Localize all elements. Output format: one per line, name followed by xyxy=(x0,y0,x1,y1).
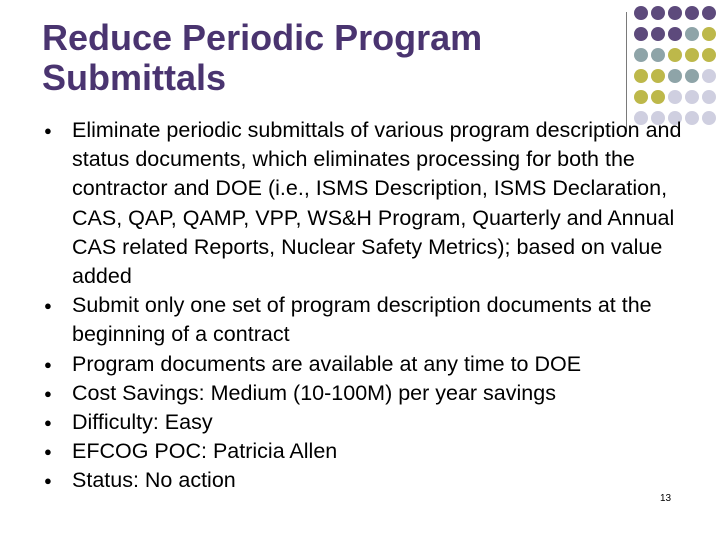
bullet-item xyxy=(42,291,692,349)
decorative-dot xyxy=(685,48,699,62)
decorative-dot xyxy=(651,69,665,83)
decorative-dot xyxy=(668,69,682,83)
decorative-dot xyxy=(685,90,699,104)
bullet-text: Difficulty: Easy xyxy=(72,410,213,435)
bullet-item xyxy=(42,408,692,437)
bullet-icon: ● xyxy=(44,444,52,460)
bullet-icon: ● xyxy=(44,415,52,431)
bullet-text: EFCOG POC: Patricia Allen xyxy=(72,439,338,464)
decorative-dot xyxy=(702,111,716,125)
decorative-dot xyxy=(685,27,699,41)
decorative-dot xyxy=(685,69,699,83)
decorative-dot xyxy=(634,27,648,41)
bullet-text: Submit only one set of program description documents at the beginning of a contract xyxy=(72,293,652,347)
decorative-dot xyxy=(685,6,699,20)
bullet-text: Cost Savings: Medium (10-100M) per year savings xyxy=(72,380,556,405)
bullet-item xyxy=(42,466,692,495)
decorative-dot xyxy=(651,90,665,104)
decorative-dot xyxy=(651,6,665,20)
bullet-text: Eliminate periodic submittals of various program description and status documents, which eliminates processing for both the contractor and DOE (i.e., ISMS Description, ISMS Declaration, CAS, QAP, QAMP, VPP, WS&H Program, Quarterly and Annual CAS related Reports, Nuclear Safety Metrics); based on value added xyxy=(72,118,682,289)
bullet-item xyxy=(42,437,692,466)
bullet-item xyxy=(42,350,692,379)
decorative-dot xyxy=(651,27,665,41)
decorative-dot xyxy=(668,27,682,41)
decorative-dot xyxy=(702,27,716,41)
decorative-dot xyxy=(702,48,716,62)
bullet-item xyxy=(42,379,692,408)
decorative-dot xyxy=(702,69,716,83)
bullet-icon: ● xyxy=(44,298,52,314)
decorative-dot xyxy=(634,48,648,62)
decorative-dot xyxy=(651,48,665,62)
decorative-dot xyxy=(634,90,648,104)
decorative-dot xyxy=(634,69,648,83)
decorative-dot xyxy=(668,48,682,62)
bullet-item xyxy=(42,116,692,291)
bullet-list xyxy=(42,116,692,496)
decorative-dot xyxy=(702,90,716,104)
slide-title: Reduce Periodic Program Submittals xyxy=(42,17,483,98)
decorative-dot-grid xyxy=(634,6,720,132)
bullet-text: Program documents are available at any time to DOE xyxy=(72,351,582,376)
bullet-icon: ● xyxy=(44,385,52,401)
decorative-divider-line xyxy=(626,12,627,132)
bullet-icon: ● xyxy=(44,473,52,489)
bullet-text: Status: No action xyxy=(72,468,236,493)
decorative-dot xyxy=(634,6,648,20)
decorative-dot xyxy=(668,90,682,104)
page-number: 13 xyxy=(660,493,672,504)
bullet-icon: ● xyxy=(44,356,52,372)
bullet-icon: ● xyxy=(44,123,52,138)
decorative-dot xyxy=(702,6,716,20)
decorative-dot xyxy=(668,6,682,20)
